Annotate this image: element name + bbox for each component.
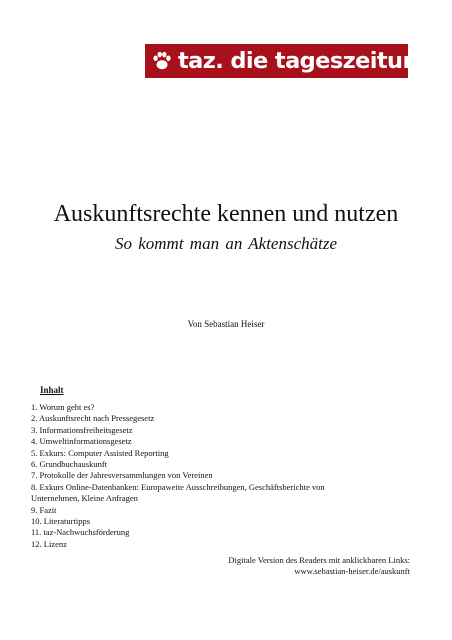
author-line: Von Sebastian Heiser (187, 319, 265, 329)
document-title: Auskunftsrechte kennen und nutzen (53, 201, 399, 227)
toc-item: 2. Auskunftsrecht nach Pressegesetz (31, 413, 155, 424)
footer-note (228, 555, 410, 578)
toc-item: 5. Exkurs: Computer Assisted Reporting (31, 447, 169, 458)
toc-item: 7. Protokolle der Jahresversammlungen von Vereinen (31, 470, 213, 481)
toc-item: 1. Worum geht es? (31, 402, 95, 412)
table-of-contents (31, 402, 411, 550)
document-subtitle: So kommt man an Aktenschätze (114, 234, 338, 253)
toc-heading: Inhalt (40, 385, 64, 395)
toc-item: 10. Literaturtipps (31, 516, 91, 527)
toc-item: 9. Fazit (31, 504, 57, 515)
footer-link[interactable]: www.sebastian-heiser.de/auskunft (294, 566, 410, 577)
logo-text: taz. die tageszeitung (178, 47, 434, 74)
toc-item-continuation: Unternehmen, Kleine Anfragen (31, 493, 138, 504)
toc-item: 8. Exkurs Online-Datenbanken: Europaweite Ausschreibungen, Geschäftsberichte von (31, 481, 325, 492)
toc-item: 4. Umweltinformationsgesetz (31, 436, 132, 447)
toc-item: 12. Lizenz (31, 538, 67, 549)
paw-icon (151, 50, 173, 72)
toc-item: 3. Informationsfreiheitsgesetz (31, 424, 133, 435)
toc-item: 6. Grundbuchauskunft (31, 459, 108, 470)
taz-logo (145, 44, 434, 78)
toc-item: 11. taz-Nachwuchsförderung (31, 527, 130, 538)
footer-line: Digitale Version des Readers mit anklickbaren Links: (228, 555, 410, 565)
